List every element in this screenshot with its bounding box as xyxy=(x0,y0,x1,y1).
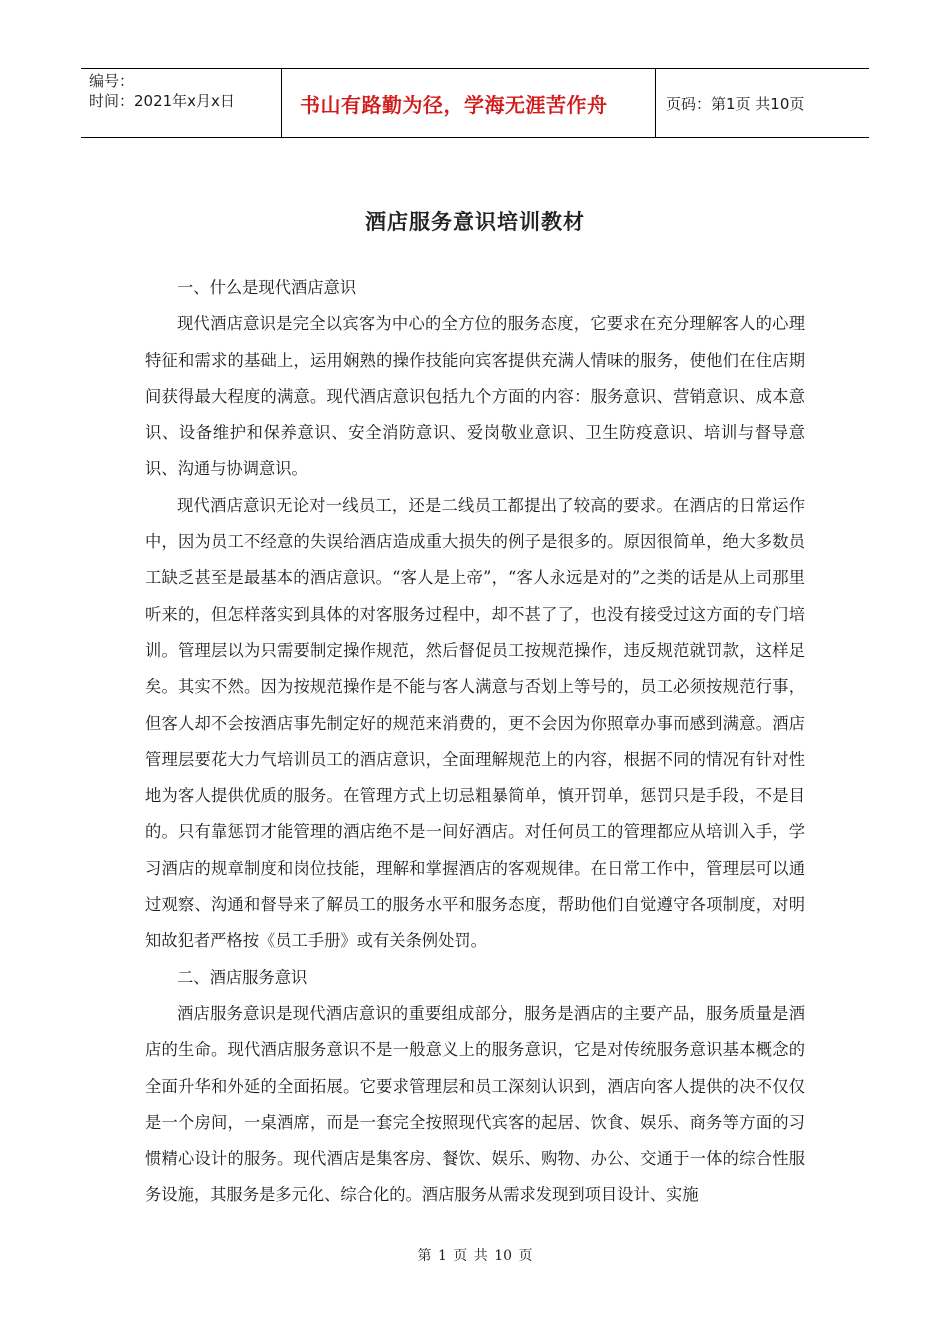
document-body xyxy=(145,270,805,1214)
section-heading-2: 二、酒店服务意识 xyxy=(177,967,308,987)
number-label: 编号： xyxy=(89,72,135,90)
section-heading-1: 一、什么是现代酒店意识 xyxy=(177,278,357,297)
paragraph: 现代酒店意识无论对一线员工，还是二线员工都提出了较高的要求。在酒店的日常运作中，因为员工不经意的失误给酒店造成重大损失的例子是很多的。原因很简单，绝大多数员工缺乏甚至是最基本的酒店意识。“客人是上帝”，“客人永远是对的”之类的话是从上司那里听来的，但怎样落实到具体的对客服务过程中，却不甚了了，也没有接受过这方面的专门培训。管理层以为只需要制定操作规范，然后督促员工按规范操作，违反规范就罚款，这样足矣。其实不然。因为按规范操作是不能与客人满意与否划上等号的，员工必须按规范行事，但客人却不会按酒店事先制定好的规范来消费的，更不会因为你照章办事而感到满意。酒店管理层要花大力气培训员工的酒店意识，全面理解规范上的内容，根据不同的情况有针对性地为客人提供优质的服务。在管理方式上切忌粗暴简单，慎开罚单，惩罚只是手段，不是目的。只有靠惩罚才能管理的酒店绝不是一间好酒店。对任何员工的管理都应从培训入手，学习酒店的规章制度和岗位技能，理解和掌握酒店的客观规律。在日常工作中，管理层可以通过观察、沟通和督导来了解员工的服务水平和服务态度，帮助他们自觉遵守各项制度，对明知故犯者严格按《员工手册》或有关条例处罚。 xyxy=(145,495,805,951)
paragraph: 现代酒店意识是完全以宾客为中心的全方位的服务态度，它要求在充分理解客人的心理特征和需求的基础上，运用娴熟的操作技能向宾客提供充满人情味的服务，使他们在住店期间获得最大程度的满意。现代酒店意识包括九个方面的内容：服务意识、营销意识、成本意识、设备维护和保养意识、安全消防意识、爱岗敬业意识、卫生防疫意识、培训与督导意识、沟通与协调意识。 xyxy=(145,314,805,479)
header-page-info: 页码：第1页 共10页 xyxy=(666,94,805,113)
header-meta-cell xyxy=(81,69,282,137)
time-label: 时间：2021年x月x日 xyxy=(89,92,235,110)
document-title: 酒店服务意识培训教材 xyxy=(365,210,585,234)
header-motto: 书山有路勤为径，学海无涯苦作舟 xyxy=(282,69,656,137)
page-footer: 第 1 页 共 10 页 xyxy=(417,1248,533,1264)
document-header xyxy=(81,68,869,138)
paragraph: 酒店服务意识是现代酒店意识的重要组成部分，服务是酒店的主要产品，服务质量是酒店的生命。现代酒店服务意识不是一般意义上的服务意识，它是对传统服务意识基本概念的全面升华和外延的全面拓展。它要求管理层和员工深刻认识到，酒店向客人提供的决不仅仅是一个房间，一桌酒席，而是一套完全按照现代宾客的起居、饮食、娱乐、商务等方面的习惯精心设计的服务。现代酒店是集客房、餐饮、娱乐、购物、办公、交通于一体的综合性服务设施，其服务是多元化、综合化的。酒店服务从需求发现到项目设计、实施 xyxy=(145,1003,805,1205)
